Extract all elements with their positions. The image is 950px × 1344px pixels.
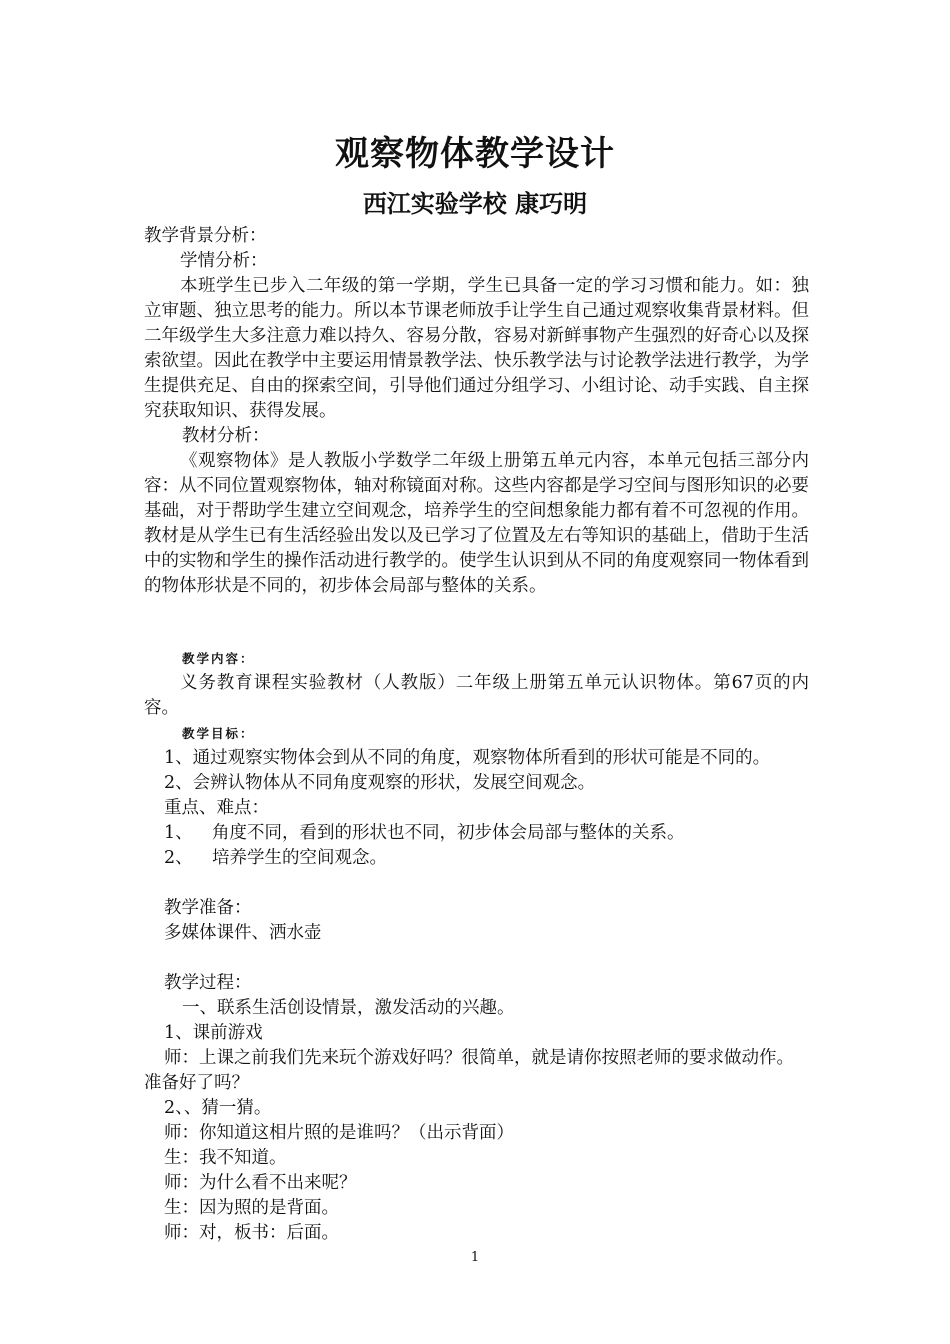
dialog-line: 师：你知道这相片照的是谁吗？（出示背面） [164,1123,514,1143]
background-heading: 教学背景分析： [144,226,267,246]
document-title: 观察物体教学设计 [335,134,615,174]
dialog-line: 生：因为照的是背面。 [164,1198,339,1218]
prep-text: 多媒体课件、洒水壶 [164,923,322,943]
key-item-text: 角度不同，看到的形状也不同，初步体会局部与整体的关系。 [212,823,685,843]
key-item [144,846,809,871]
material-heading: 教材分析： [182,426,270,446]
process-step: 一、联系生活创设情景，激发活动的兴趣。 [182,998,515,1018]
document-body [144,224,809,1246]
dialog-line: 师：为什么看不出来呢？ [164,1173,357,1193]
key-item-number: 2、 [164,848,193,868]
content-heading: 教学内容： [182,651,255,666]
dialog-line: 生：我不知道。 [164,1148,287,1168]
key-heading: 重点、难点： [164,798,269,818]
goal-heading: 教学目标： [182,726,255,741]
dialog-line: 师：上课之前我们先来玩个游戏好吗？很简单，就是请你按照老师的要求做动作。准备好了吗？ [144,1048,794,1093]
prep-heading: 教学准备： [164,898,252,918]
dialog-line: 师：对，板书：后面。 [164,1223,339,1243]
material-paragraph: 《观察物体》是人教版小学数学二年级上册第五单元内容，本单元包括三部分内容：从不同位置观察物体，轴对称镜面对称。这些内容都是学习空间与图形知识的必要基础，对于帮助学生建立空间观念，培养学生的空间想象能力都有着不可忽视的作用。教材是从学生已有生活经验出发以及已学习了位置及左右等知识的基础上，借助于生活中的实物和学生的操作活动进行教学的。使学生认识到从不同的角度观察同一物体看到的物体形状是不同的，初步体会局部与整体的关系。 [144,451,809,596]
process-substep: 2、、猜一猜。 [164,1098,272,1118]
goal-item: 2、会辨认物体从不同角度观察的形状，发展空间观念。 [164,773,596,793]
process-heading: 教学过程： [164,973,252,993]
process-substep: 1、课前游戏 [164,1023,263,1043]
document-author: 西江实验学校 康巧明 [362,189,588,218]
key-item [144,821,809,846]
student-heading: 学情分析： [180,251,268,271]
key-item-text: 培养学生的空间观念。 [212,848,387,868]
page-number: 1 [470,1250,480,1265]
goal-item: 1、通过观察实物体会到从不同的角度，观察物体所看到的形状可能是不同的。 [164,748,771,768]
key-item-number: 1、 [164,823,193,843]
content-paragraph: 义务教育课程实验教材（人教版）二年级上册第五单元认识物体。第67页的内容。 [144,673,809,718]
student-paragraph: 本班学生已步入二年级的第一学期，学生已具备一定的学习习惯和能力。如：独立审题、独立思考的能力。所以本节课老师放手让学生自己通过观察收集背景材料。但二年级学生大多注意力难以持久、容易分散，容易对新鲜事物产生强烈的好奇心以及探索欲望。因此在教学中主要运用情景教学法、快乐教学法与讨论教学法进行教学，为学生提供充足、自由的探索空间，引导他们通过分组学习、小组讨论、动手实践、自主探究获取知识、获得发展。 [144,276,809,421]
